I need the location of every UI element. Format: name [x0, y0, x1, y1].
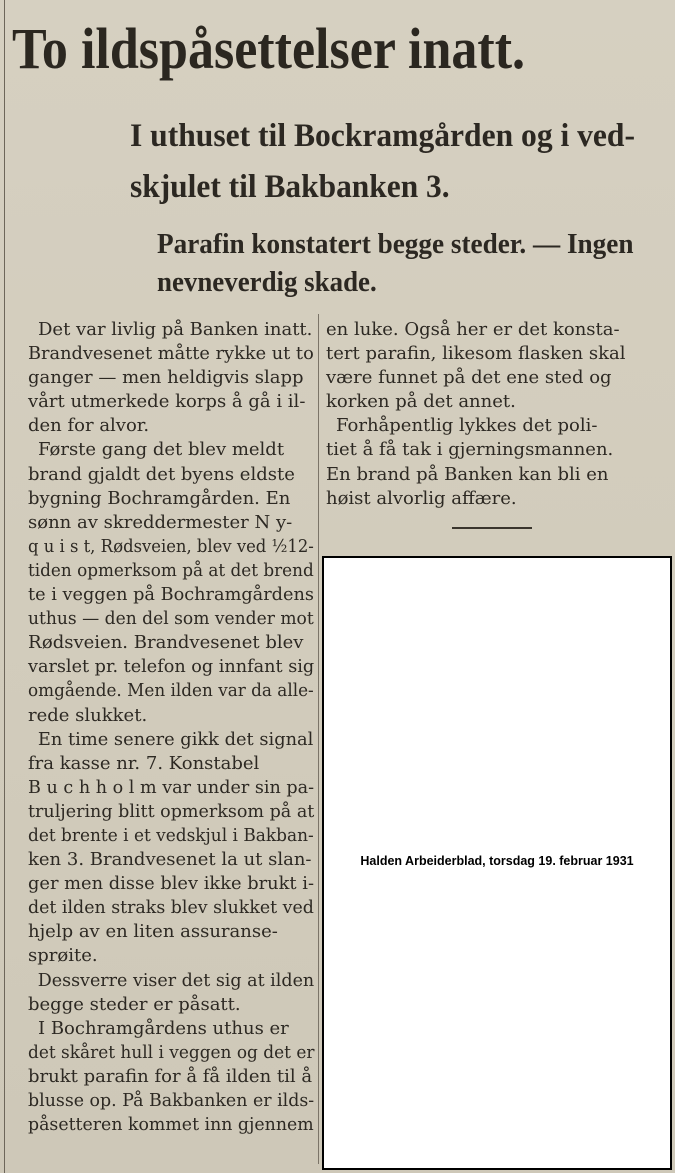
column-divider: [318, 314, 319, 1164]
article-line: det skåret hull i veggen og det er: [28, 1041, 315, 1063]
article-line: q u i s t, Rødsveien, blev ved ½12-: [28, 535, 314, 557]
deck-line-1: Parafin konstatert begge steder. — Ingen: [157, 229, 634, 260]
left-border-rule: [4, 0, 5, 1173]
article-line: brand gjaldt det byens eldste: [28, 463, 295, 485]
article-line: ganger — men heldigvis slapp: [28, 367, 304, 389]
article-line: varslet pr. telefon og innfant sig: [28, 656, 315, 678]
article-line: Første gang det blev meldt: [38, 439, 285, 461]
article-line: B u c h h o l m var under sin pa-: [28, 776, 315, 798]
article-line: omgående. Men ilden var da alle-: [28, 680, 314, 702]
article-line: tert parafin, likesom flasken skal: [326, 343, 626, 365]
article-line: være funnet på det ene sted og: [326, 367, 612, 389]
article-line: vårt utmerkede korps å gå i il-: [28, 391, 306, 413]
caption-box: [322, 556, 672, 1170]
article-line: rede slukket.: [28, 704, 148, 726]
article-line: hjelp av en liten assuranse-: [28, 921, 278, 943]
source-caption: Halden Arbeiderblad, torsdag 19. februar 1931: [360, 854, 634, 868]
article-line: tiden opmerksom på at det brend: [28, 559, 314, 581]
subheadline-line-2: skjulet til Bakbanken 3.: [130, 169, 450, 205]
article-line: bygning Bochramgården. En: [28, 487, 291, 509]
article-line: En time senere gikk det signal: [37, 728, 314, 750]
article-line: det brente i et vedskjul i Bakban-: [28, 824, 314, 846]
article-line: høist alvorlig affære.: [326, 487, 517, 509]
article-line: tiet å få tak i gjerningsmannen.: [326, 439, 614, 461]
article-line: begge steder er påsatt.: [28, 993, 241, 1015]
article-line: te i veggen på Bochramgårdens: [28, 584, 314, 606]
subheadline-line-1: I uthuset til Bockramgården og i ved-: [130, 118, 635, 154]
article-line: korken på det annet.: [326, 391, 516, 413]
article-line: Rødsveien. Brandvesenet blev: [28, 632, 304, 654]
article-line: en luke. Også her er det konsta-: [326, 319, 620, 340]
article-line: påsetteren kommet inn gjennem: [28, 1114, 314, 1136]
article-line: sønn av skreddermester N y-: [28, 511, 293, 533]
article-line: Dessverre viser det sig at ilden: [37, 969, 315, 991]
article-line: sprøite.: [28, 945, 98, 967]
article-column-right: [326, 318, 632, 511]
article-line: ken 3. Brandvesenet la ut slan-: [28, 849, 312, 871]
article-line: det ilden straks blev slukket ved: [28, 897, 314, 919]
article-line: fra kasse nr. 7. Konstabel: [28, 752, 260, 774]
article-line: blusse op. På Bakbanken er ilds-: [28, 1090, 315, 1111]
article-line: Forhåpentlig lykkes det poli-: [336, 415, 598, 437]
article-line: Brandvesenet måtte rykke ut to: [28, 343, 314, 365]
article-line: den for alvor.: [28, 415, 150, 437]
article-line: ger men disse blev ikke brukt i-: [28, 873, 314, 895]
article-line: Det var livlig på Banken inatt.: [38, 319, 313, 340]
article-line: brukt parafin for å få ilden til å: [28, 1065, 313, 1087]
article-column-left: [28, 318, 314, 1137]
headline: To ildspåsettelser inatt.: [12, 16, 526, 81]
article-line: truljering blitt opmerksom på at: [28, 800, 315, 822]
end-of-article-rule: [452, 527, 532, 529]
deck-line-2: nevneverdig skade.: [157, 267, 377, 298]
article-line: En brand på Banken kan bli en: [326, 463, 609, 485]
article-line: I Bochramgårdens uthus er: [38, 1017, 289, 1039]
article-line: uthus — den del som vender mot: [28, 608, 314, 630]
